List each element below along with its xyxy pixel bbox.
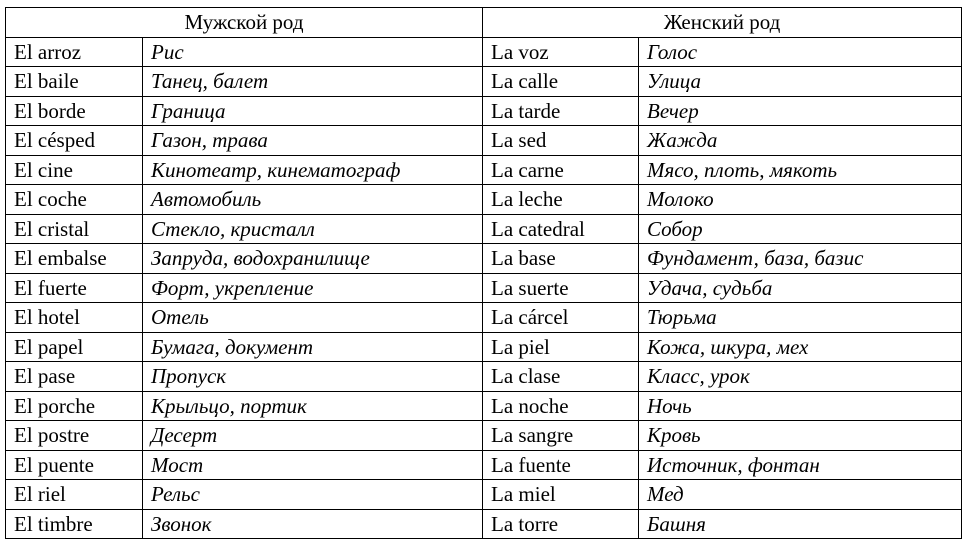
feminine-translation: Кожа, шкура, мех [639,332,962,362]
masculine-translation: Звонок [143,509,483,539]
feminine-word: La noche [483,391,639,421]
feminine-translation: Голос [639,37,962,67]
masculine-word: El cristal [6,214,143,244]
table-row [6,126,962,156]
feminine-word: La tarde [483,96,639,126]
feminine-translation: Мед [639,480,962,510]
masculine-translation: Пропуск [143,362,483,392]
feminine-translation: Молоко [639,185,962,215]
feminine-word: La leche [483,185,639,215]
feminine-word: La catedral [483,214,639,244]
masculine-translation: Форт, укрепление [143,273,483,303]
masculine-word: El postre [6,421,143,451]
table-row [6,185,962,215]
table-row [6,303,962,333]
masculine-header: Мужской род [6,8,483,38]
table-row [6,421,962,451]
masculine-translation: Бумага, документ [143,332,483,362]
feminine-translation: Собор [639,214,962,244]
masculine-word: El pase [6,362,143,392]
masculine-word: El embalse [6,244,143,274]
masculine-word: El papel [6,332,143,362]
masculine-translation: Танец, балет [143,67,483,97]
feminine-word: La piel [483,332,639,362]
masculine-translation: Стекло, кристалл [143,214,483,244]
feminine-word: La carne [483,155,639,185]
feminine-translation: Вечер [639,96,962,126]
feminine-translation: Мясо, плоть, мякоть [639,155,962,185]
feminine-translation: Ночь [639,391,962,421]
feminine-header: Женский род [483,8,962,38]
feminine-word: La voz [483,37,639,67]
table-row [6,362,962,392]
table-row [6,67,962,97]
feminine-translation: Жажда [639,126,962,156]
feminine-word: La clase [483,362,639,392]
masculine-translation: Автомобиль [143,185,483,215]
table-row [6,480,962,510]
table-row [6,214,962,244]
table-row [6,155,962,185]
table-row [6,332,962,362]
table-row [6,96,962,126]
feminine-word: La torre [483,509,639,539]
feminine-translation: Башня [639,509,962,539]
masculine-translation: Рельс [143,480,483,510]
feminine-translation: Удача, судьба [639,273,962,303]
feminine-translation: Улица [639,67,962,97]
masculine-word: El puente [6,450,143,480]
feminine-word: La suerte [483,273,639,303]
masculine-word: El hotel [6,303,143,333]
table-row [6,244,962,274]
feminine-word: La fuente [483,450,639,480]
masculine-translation: Десерт [143,421,483,451]
vocabulary-table [5,7,962,539]
table-row [6,450,962,480]
feminine-translation: Класс, урок [639,362,962,392]
table-row [6,37,962,67]
feminine-translation: Фундамент, база, базис [639,244,962,274]
feminine-word: La sed [483,126,639,156]
masculine-translation: Кинотеатр, кинематограф [143,155,483,185]
masculine-word: El césped [6,126,143,156]
masculine-translation: Граница [143,96,483,126]
table-row [6,391,962,421]
masculine-translation: Газон, трава [143,126,483,156]
masculine-translation: Рис [143,37,483,67]
header-row [6,8,962,38]
masculine-word: El riel [6,480,143,510]
masculine-word: El borde [6,96,143,126]
masculine-word: El baile [6,67,143,97]
feminine-translation: Тюрьма [639,303,962,333]
table-row [6,273,962,303]
feminine-word: La base [483,244,639,274]
masculine-translation: Мост [143,450,483,480]
masculine-word: El timbre [6,509,143,539]
masculine-word: El cine [6,155,143,185]
feminine-word: La cárcel [483,303,639,333]
feminine-translation: Кровь [639,421,962,451]
masculine-translation: Отель [143,303,483,333]
feminine-translation: Источник, фонтан [639,450,962,480]
masculine-word: El arroz [6,37,143,67]
masculine-translation: Крыльцо, портик [143,391,483,421]
masculine-translation: Запруда, водохранилище [143,244,483,274]
masculine-word: El porche [6,391,143,421]
table-row [6,509,962,539]
masculine-word: El coche [6,185,143,215]
masculine-word: El fuerte [6,273,143,303]
feminine-word: La sangre [483,421,639,451]
feminine-word: La miel [483,480,639,510]
feminine-word: La calle [483,67,639,97]
